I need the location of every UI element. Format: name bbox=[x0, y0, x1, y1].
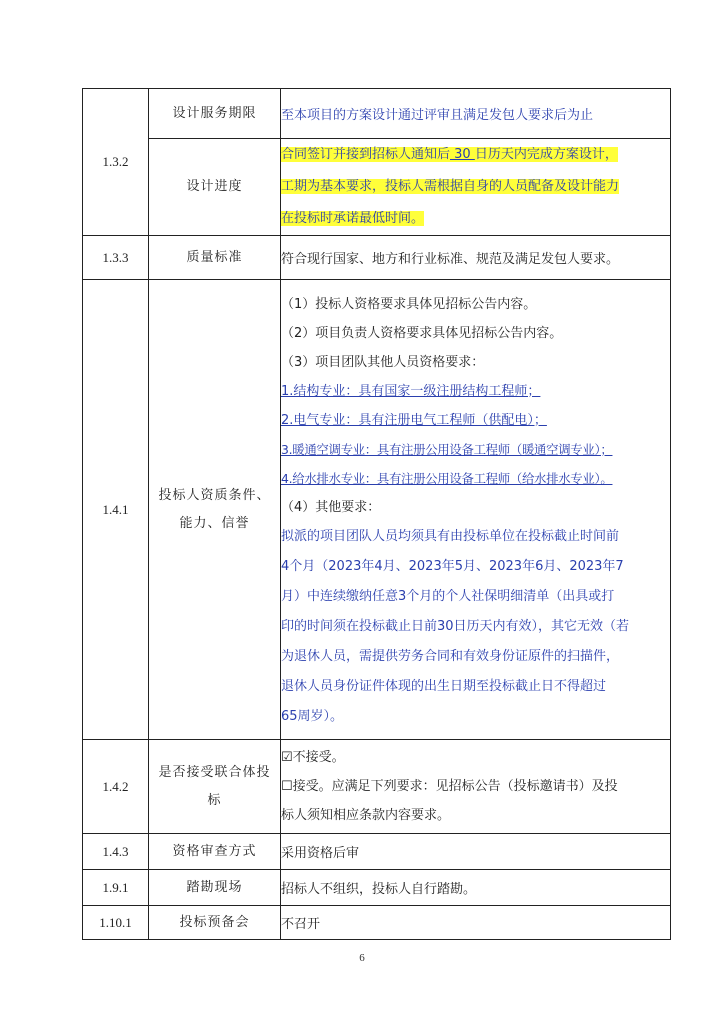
requirement-electrical: 2.电气专业：具有注册电气工程师（供配电）； bbox=[281, 412, 547, 428]
progress-line-1: 合同签订并接到招标人通知后 30 日历天内完成方案设计， bbox=[281, 147, 618, 162]
row-1-10-1 bbox=[83, 906, 671, 940]
consortium-label: 是否接受联合体投 标 bbox=[149, 740, 281, 834]
option-accept: 接受。应满足下列要求：见招标公告（投标邀请书）及投 bbox=[292, 779, 618, 794]
row-1-3-2-progress bbox=[83, 139, 671, 236]
site-visit-value: 招标人不组织，投标人自行踏勘。 bbox=[281, 870, 671, 906]
progress-line-2: 工期为基本要求，投标人需根据自身的人员配备及设计能力 bbox=[281, 179, 620, 194]
design-progress-value bbox=[281, 139, 671, 236]
requirement-1: （1）投标人资格要求具体见招标公告内容。 bbox=[281, 296, 537, 312]
qualification-label: 投标人资质条件、 能力、信誉 bbox=[149, 280, 281, 740]
progress-days: 30 bbox=[450, 147, 475, 162]
row-1-4-3 bbox=[83, 834, 671, 870]
option-not-accept: 不接受。 bbox=[292, 750, 345, 765]
quality-label: 质量标准 bbox=[149, 236, 281, 280]
row-1-9-1 bbox=[83, 870, 671, 906]
page-number: 6 bbox=[359, 952, 365, 964]
row-number: 1.3.3 bbox=[83, 236, 149, 280]
row-1-4-1 bbox=[83, 280, 671, 740]
row-number: 1.4.1 bbox=[83, 280, 149, 740]
quality-value: 符合现行国家、地方和行业标准、规范及满足发包人要求。 bbox=[281, 236, 671, 280]
unchecked-box-icon[interactable]: ☐ bbox=[281, 779, 293, 794]
design-period-label: 设计服务期限 bbox=[149, 89, 281, 139]
review-method-label: 资格审查方式 bbox=[149, 834, 281, 870]
row-number: 1.9.1 bbox=[83, 870, 149, 906]
pre-bid-meeting-label: 投标预备会 bbox=[149, 906, 281, 940]
design-period-value: 至本项目的方案设计通过评审且满足发包人要求后为止 bbox=[281, 89, 671, 139]
review-method-value: 采用资格后审 bbox=[281, 834, 671, 870]
row-1-4-2 bbox=[83, 740, 671, 834]
qualification-value bbox=[281, 280, 671, 740]
row-1-3-3 bbox=[83, 236, 671, 280]
option-accept-cont: 标人须知相应条款内容要求。 bbox=[281, 808, 451, 823]
requirement-structure: 1.结构专业：具有国家一级注册结构工程师； bbox=[281, 383, 541, 399]
pre-bid-meeting-value: 不召开 bbox=[281, 906, 671, 940]
row-number: 1.4.2 bbox=[83, 740, 149, 834]
row-1-3-2-period bbox=[83, 89, 671, 139]
requirement-4: （4）其他要求： bbox=[281, 499, 381, 515]
requirement-hvac: 3.暖通空调专业：具有注册公用设备工程师（暖通空调专业）； bbox=[281, 441, 613, 457]
other-requirements: 拟派的项目团队人员均须具有由投标单位在投标截止时间前 4个月（2023年4月、2023年5月、2023年6月、2023年7 月）中连续缴纳任意3个月的个人社保明细清单（出具或打 印的时间须在投标截止日前30日历天内有效），其它无效（若 为退休人员，需提供劳务合同和有效身份证原件的扫描件， 退休人员身份证件体现的出生日期至投标截止日不得超过 65周岁）。 bbox=[281, 528, 630, 724]
row-number: 1.10.1 bbox=[83, 906, 149, 940]
checked-box-icon[interactable]: ☑ bbox=[281, 750, 293, 765]
design-progress-label: 设计进度 bbox=[149, 139, 281, 236]
requirement-3: （3）项目团队其他人员资格要求： bbox=[281, 354, 485, 370]
progress-line-3: 在投标时承诺最低时间。 bbox=[281, 211, 425, 226]
row-number: 1.3.2 bbox=[83, 89, 149, 236]
requirement-water: 4.给水排水专业：具有注册公用设备工程师（给水排水专业）。 bbox=[281, 470, 613, 486]
consortium-value bbox=[281, 740, 671, 834]
site-visit-label: 踏勘现场 bbox=[149, 870, 281, 906]
row-number: 1.4.3 bbox=[83, 834, 149, 870]
requirement-2: （2）项目负责人资格要求具体见招标公告内容。 bbox=[281, 325, 563, 341]
tender-table bbox=[82, 88, 671, 940]
